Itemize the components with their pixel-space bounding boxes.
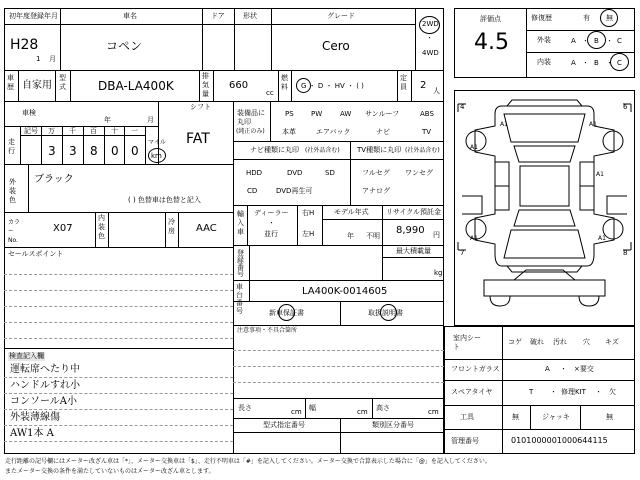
inspector-note-2: ハンドルすれ小 <box>10 380 80 391</box>
interior-dot1: ・ <box>582 59 589 67</box>
repair-opt-dot: ・ <box>597 14 604 22</box>
digit-hyaku: 8 <box>90 144 98 158</box>
manual-label: 取扱説明書 <box>368 309 403 317</box>
equipment-label: 装備品に丸印 <box>237 109 265 126</box>
spare-none: 欠 <box>609 388 616 396</box>
repair-circle <box>600 9 618 27</box>
corner-num-7: 7 <box>460 249 465 257</box>
jack-value: 無 <box>606 413 613 421</box>
width-label: 幅 <box>309 404 316 412</box>
reg-year-label: 初年度登録年月 <box>9 12 58 20</box>
equip-aw: AW <box>340 110 352 118</box>
exterior-dot2: ・ <box>606 37 613 45</box>
seat-scratch: キズ <box>605 338 619 346</box>
digit-ichi: 0 <box>131 144 139 158</box>
corner-num-6: 6 <box>623 103 628 111</box>
equip-pw: PW <box>311 110 323 118</box>
tv-fullseg: フルセグ <box>362 169 390 177</box>
exterior-opt-c: C <box>617 37 622 45</box>
color-section-label: 外装色 <box>9 178 16 204</box>
repair-opt-yes: 有 <box>583 14 590 22</box>
footer-line-2: またメーター交換の条件を満たしていないものはメーター改ざん車とします。 <box>5 468 215 475</box>
interior-color-label: 内装色 <box>98 214 105 240</box>
equip-ps: PS <box>285 110 294 118</box>
digit-juu: 0 <box>111 144 119 158</box>
glass-a: A <box>545 365 550 373</box>
fuel-circle <box>296 78 311 93</box>
import-dealer: ディーラー <box>254 209 289 217</box>
import-parallel: 並行 <box>264 230 278 238</box>
exterior-label: 外装 <box>537 36 551 44</box>
seat-tear: 破れ <box>530 338 544 346</box>
score-label: 評価点 <box>480 15 501 23</box>
import-label: 輸入車 <box>237 210 244 236</box>
color-change-note: ( ) 色替車は色替と記入 <box>128 196 201 204</box>
exterior-dot1: ・ <box>582 37 589 45</box>
equip-tv: TV <box>422 128 432 136</box>
color-value: ブラック <box>34 174 74 185</box>
footer-line-1: 走行距離の記号欄にはメーター改ざん車は「*」、メーター交換車は「$」、走行不明車は「#」を記入してください。メーター交換で合算表示した場合に「@」を記入してください。 <box>5 458 491 465</box>
displacement-label: 排気量 <box>202 72 209 98</box>
navi-dvd: DVD <box>287 169 303 177</box>
chassis-value: LA400K-0014605 <box>302 286 388 297</box>
inspection-year-unit: 年 <box>104 116 111 124</box>
damage-mark-6: A1 <box>598 235 606 242</box>
inspector-note-1: 運転席へたり中 <box>10 364 80 375</box>
navi-sd: SD <box>325 169 335 177</box>
model-year-label: モデル年式 <box>334 208 369 216</box>
ac-label: 冷房 <box>168 218 175 235</box>
inspector-note-4: 外装薄線傷 <box>10 412 60 423</box>
car-name-label: 車名 <box>123 12 137 20</box>
shift-label: シフト <box>190 103 211 111</box>
reg-year: H28 <box>10 37 39 53</box>
chassis-label: 車台番号 <box>236 283 243 315</box>
height-unit: cm <box>428 408 439 416</box>
mileage-section-label: 走行 <box>8 138 15 155</box>
tv-sub: (社外品含む) <box>405 147 440 154</box>
height-label: 高さ <box>376 404 390 412</box>
navi-hdd: HDD <box>246 169 263 177</box>
equip-airbag: エアバック <box>316 128 351 136</box>
digit-label-juu: 十 <box>111 127 118 135</box>
exterior-opt-b: B <box>594 37 599 45</box>
warranty-label: 新車保証書 <box>269 309 304 317</box>
drive-4wd: 4WD <box>422 49 439 57</box>
interior-dot2: ・ <box>606 59 613 67</box>
seat-hole: 穴 <box>583 338 590 346</box>
digit-sen: 3 <box>69 144 77 158</box>
equip-sunroof: サンルーフ <box>365 110 400 118</box>
shift-value: FAT <box>186 131 210 147</box>
damage-mark-3: A1 <box>470 144 478 151</box>
damage-mark-2: A1 <box>589 121 597 128</box>
tv-analog: アナログ <box>362 187 390 195</box>
manual-circle <box>380 304 397 321</box>
seat-label: 室内シート <box>453 334 481 351</box>
score-value: 4.5 <box>474 30 509 55</box>
import-dot: ・ <box>268 219 275 227</box>
unit-km: km <box>151 152 162 160</box>
width-unit: cm <box>357 408 368 416</box>
warranty-circle <box>278 304 295 321</box>
inspector-note-5: AW1本 A <box>10 428 54 439</box>
seat-burn: コゲ <box>508 338 522 346</box>
spare-dot2: ・ <box>595 388 602 396</box>
damage-mark-5: A1 <box>470 235 478 242</box>
spare-t: T <box>529 388 534 396</box>
navi-label: ナビ種類に丸印 <box>250 146 299 154</box>
inspector-note-3: コンソールA小 <box>10 396 78 407</box>
unit-mile: マイル <box>148 139 166 146</box>
glass-label: フロントガラス <box>451 365 500 373</box>
import-right: 右H <box>302 209 315 217</box>
recycle-unit: 円 <box>433 231 440 239</box>
shape-label: 形状 <box>243 12 257 20</box>
length-label: 長さ <box>238 404 252 412</box>
interior-opt-c: C <box>617 59 622 67</box>
glass-dot: ・ <box>560 365 567 373</box>
equipment-sub: (純正のみ) <box>236 128 265 135</box>
model-year-unknown: 不明 <box>366 232 380 240</box>
interior-opt-b: B <box>594 59 599 67</box>
navi-dvd-play: DVD再生可 <box>276 187 313 195</box>
spare-dot1: ・ <box>550 388 557 396</box>
digit-label-man: 万 <box>48 127 55 135</box>
car-body-diagram <box>454 90 635 326</box>
max-load-label: 最大積載量 <box>396 247 431 255</box>
ac-value: AAC <box>196 223 217 234</box>
exterior-circle <box>587 31 606 49</box>
import-left: 左H <box>302 230 315 238</box>
inspector-label: 検査記入欄 <box>9 352 44 360</box>
reg-month: 1 <box>36 55 41 63</box>
jack-label: ジャッキ <box>542 413 570 421</box>
capacity-unit: 人 <box>433 87 440 95</box>
digit-man: 3 <box>48 144 56 158</box>
digit-label-hyaku: 百 <box>90 127 97 135</box>
model-year-unit: 年 <box>347 232 354 240</box>
damage-mark-4: A1 <box>596 171 604 178</box>
corner-num-8: 8 <box>623 249 628 257</box>
interior-circle <box>610 53 629 71</box>
notes-lines <box>233 336 444 398</box>
recycle-label: リサイクル預託金 <box>386 208 442 216</box>
model-value: DBA-LA400K <box>98 79 174 93</box>
digit-label-ichi: 一 <box>131 127 138 135</box>
equip-leather: 本革 <box>282 128 296 136</box>
repair-label: 修復歴 <box>531 14 552 22</box>
drive-2wd: 2WD <box>422 20 439 28</box>
mgmt-value: 0101000001000644115 <box>511 436 608 445</box>
color-code-value: X07 <box>53 223 73 234</box>
spare-kit: 修理KIT <box>561 388 586 396</box>
navi-sub: (社外品含む) <box>305 147 340 154</box>
car-name: コペン <box>106 39 143 53</box>
reg-month-unit: 月 <box>49 55 56 63</box>
tv-oneseg: ワンセグ <box>405 169 433 177</box>
tv-label: TV種類に丸印 <box>357 146 402 154</box>
tools-value: 無 <box>512 413 519 421</box>
model-label: 型式 <box>59 74 66 91</box>
drive-dot: ・ <box>426 34 433 42</box>
navi-cd: CD <box>247 187 258 195</box>
tools-label: 工具 <box>460 413 474 421</box>
category-label: 類別区分番号 <box>372 421 414 429</box>
interior-opt-a: A <box>571 59 576 67</box>
exterior-opt-a: A <box>571 37 576 45</box>
capacity-label: 定員 <box>400 74 407 91</box>
recycle-value: 8,990 <box>396 225 425 236</box>
grade-label: グレード <box>327 12 355 20</box>
equip-abs: ABS <box>420 110 434 118</box>
glass-replace: ×要交 <box>574 365 594 373</box>
displacement-unit: cc <box>266 89 274 97</box>
sales-point-label: セールスポイント <box>8 250 64 258</box>
interior-label: 内装 <box>537 58 551 66</box>
mgmt-label: 管理番号 <box>451 437 479 445</box>
usage-value: 自家用 <box>22 80 52 91</box>
damage-mark-1: A1 <box>500 121 508 128</box>
grade-value: Cero <box>322 39 350 53</box>
capacity-value: 2 <box>420 80 427 91</box>
fuel-label: 燃料 <box>281 74 288 91</box>
inspection-label: 車検 <box>22 109 36 117</box>
digit-label-symbol: 記号 <box>24 127 38 135</box>
spare-label: スペアタイヤ <box>451 388 493 396</box>
reg-number-label: 登録番号 <box>237 249 244 278</box>
door-label: ドア <box>211 12 225 20</box>
equip-navi: ナビ <box>376 128 390 136</box>
sales-point-lines <box>4 260 233 348</box>
repair-opt-no: 無 <box>606 14 613 22</box>
km-circle <box>148 148 166 163</box>
corner-num-4: 4 <box>460 103 465 111</box>
fuel-options: G ・ D ・ HV ・ ( ) <box>301 82 364 90</box>
type-designation-label: 型式指定番号 <box>263 421 305 429</box>
notes-label: 注意事項・不具合箇所 <box>237 327 298 334</box>
digit-label-sen: 千 <box>69 127 76 135</box>
color-code-label: カラーNo. <box>8 219 21 244</box>
displacement-value: 660 <box>229 80 249 91</box>
inspection-month-unit: 月 <box>147 116 154 124</box>
max-load-unit: kg <box>434 269 443 277</box>
seat-dirt: 汚れ <box>553 338 567 346</box>
usage-label: 車歴 <box>7 74 14 91</box>
length-unit: cm <box>291 408 302 416</box>
